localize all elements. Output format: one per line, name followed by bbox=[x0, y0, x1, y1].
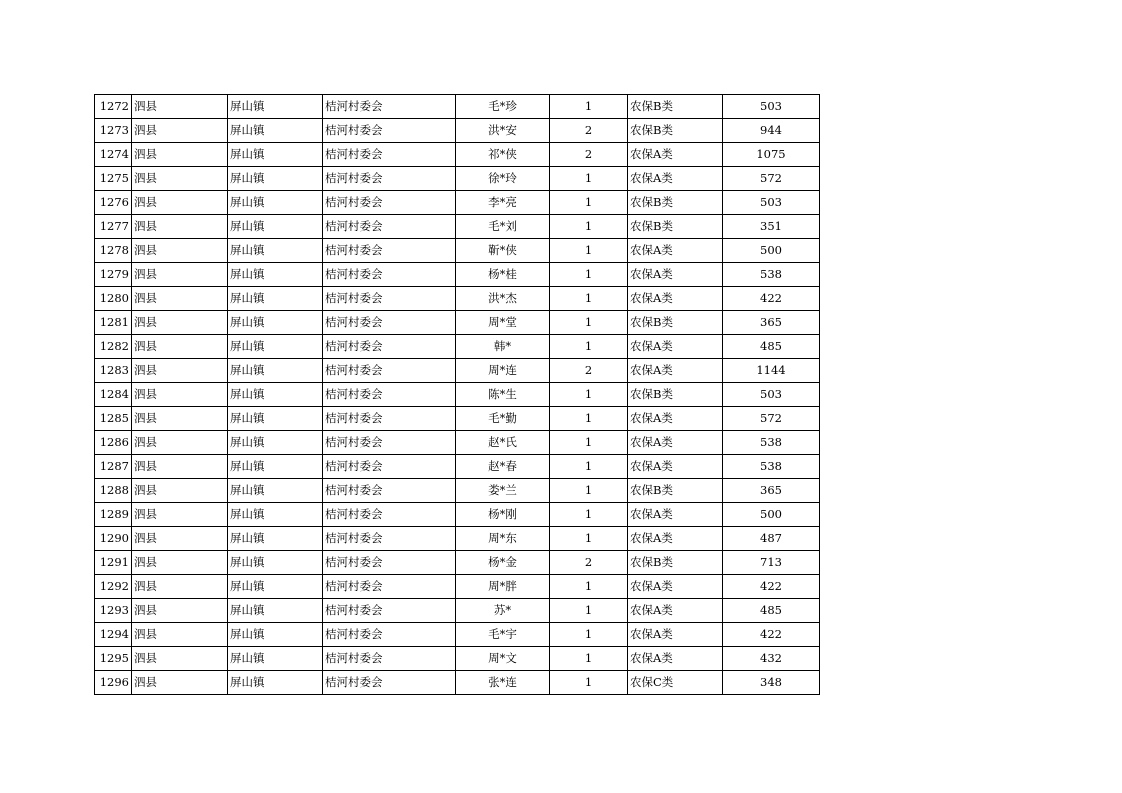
row-index-cell: 1287 bbox=[95, 455, 132, 479]
amount-cell: 351 bbox=[723, 215, 820, 239]
person-name-cell: 洪*安 bbox=[456, 119, 550, 143]
town-cell: 屏山镇 bbox=[228, 647, 323, 671]
category-cell: 农保B类 bbox=[628, 311, 723, 335]
household-count-cell: 1 bbox=[550, 479, 628, 503]
amount-cell: 422 bbox=[723, 287, 820, 311]
county-cell: 泗县 bbox=[132, 383, 228, 407]
category-cell: 农保A类 bbox=[628, 503, 723, 527]
table-row bbox=[95, 575, 820, 599]
village-cell: 桔河村委会 bbox=[323, 119, 456, 143]
table-row bbox=[95, 119, 820, 143]
county-cell: 泗县 bbox=[132, 215, 228, 239]
category-cell: 农保A类 bbox=[628, 263, 723, 287]
category-cell: 农保A类 bbox=[628, 167, 723, 191]
county-cell: 泗县 bbox=[132, 431, 228, 455]
household-count-cell: 1 bbox=[550, 287, 628, 311]
amount-cell: 572 bbox=[723, 407, 820, 431]
table-row bbox=[95, 287, 820, 311]
household-count-cell: 1 bbox=[550, 383, 628, 407]
county-cell: 泗县 bbox=[132, 455, 228, 479]
amount-cell: 487 bbox=[723, 527, 820, 551]
village-cell: 桔河村委会 bbox=[323, 239, 456, 263]
person-name-cell: 杨*金 bbox=[456, 551, 550, 575]
town-cell: 屏山镇 bbox=[228, 263, 323, 287]
household-count-cell: 1 bbox=[550, 335, 628, 359]
town-cell: 屏山镇 bbox=[228, 311, 323, 335]
household-count-cell: 1 bbox=[550, 599, 628, 623]
row-index-cell: 1282 bbox=[95, 335, 132, 359]
village-cell: 桔河村委会 bbox=[323, 551, 456, 575]
amount-cell: 1144 bbox=[723, 359, 820, 383]
county-cell: 泗县 bbox=[132, 287, 228, 311]
category-cell: 农保A类 bbox=[628, 335, 723, 359]
table-row bbox=[95, 551, 820, 575]
amount-cell: 422 bbox=[723, 623, 820, 647]
row-index-cell: 1293 bbox=[95, 599, 132, 623]
county-cell: 泗县 bbox=[132, 167, 228, 191]
household-count-cell: 1 bbox=[550, 407, 628, 431]
town-cell: 屏山镇 bbox=[228, 119, 323, 143]
household-count-cell: 1 bbox=[550, 575, 628, 599]
table-row bbox=[95, 671, 820, 695]
village-cell: 桔河村委会 bbox=[323, 335, 456, 359]
household-count-cell: 1 bbox=[550, 455, 628, 479]
amount-cell: 538 bbox=[723, 455, 820, 479]
town-cell: 屏山镇 bbox=[228, 143, 323, 167]
household-count-cell: 1 bbox=[550, 215, 628, 239]
town-cell: 屏山镇 bbox=[228, 383, 323, 407]
table-row bbox=[95, 431, 820, 455]
county-cell: 泗县 bbox=[132, 407, 228, 431]
row-index-cell: 1278 bbox=[95, 239, 132, 263]
amount-cell: 432 bbox=[723, 647, 820, 671]
person-name-cell: 杨*桂 bbox=[456, 263, 550, 287]
amount-cell: 500 bbox=[723, 503, 820, 527]
village-cell: 桔河村委会 bbox=[323, 623, 456, 647]
table-row bbox=[95, 407, 820, 431]
category-cell: 农保C类 bbox=[628, 671, 723, 695]
village-cell: 桔河村委会 bbox=[323, 95, 456, 119]
household-count-cell: 1 bbox=[550, 191, 628, 215]
village-cell: 桔河村委会 bbox=[323, 383, 456, 407]
county-cell: 泗县 bbox=[132, 359, 228, 383]
category-cell: 农保A类 bbox=[628, 407, 723, 431]
county-cell: 泗县 bbox=[132, 191, 228, 215]
amount-cell: 944 bbox=[723, 119, 820, 143]
person-name-cell: 毛*珍 bbox=[456, 95, 550, 119]
amount-cell: 503 bbox=[723, 383, 820, 407]
table-row bbox=[95, 143, 820, 167]
category-cell: 农保A类 bbox=[628, 287, 723, 311]
household-count-cell: 2 bbox=[550, 359, 628, 383]
county-cell: 泗县 bbox=[132, 263, 228, 287]
table-row bbox=[95, 455, 820, 479]
village-cell: 桔河村委会 bbox=[323, 359, 456, 383]
person-name-cell: 赵*氏 bbox=[456, 431, 550, 455]
table-row bbox=[95, 215, 820, 239]
row-index-cell: 1283 bbox=[95, 359, 132, 383]
town-cell: 屏山镇 bbox=[228, 359, 323, 383]
village-cell: 桔河村委会 bbox=[323, 431, 456, 455]
person-name-cell: 毛*勤 bbox=[456, 407, 550, 431]
county-cell: 泗县 bbox=[132, 647, 228, 671]
category-cell: 农保B类 bbox=[628, 479, 723, 503]
household-count-cell: 1 bbox=[550, 263, 628, 287]
town-cell: 屏山镇 bbox=[228, 527, 323, 551]
row-index-cell: 1279 bbox=[95, 263, 132, 287]
village-cell: 桔河村委会 bbox=[323, 407, 456, 431]
category-cell: 农保A类 bbox=[628, 455, 723, 479]
row-index-cell: 1277 bbox=[95, 215, 132, 239]
household-count-cell: 1 bbox=[550, 503, 628, 527]
person-name-cell: 周*胖 bbox=[456, 575, 550, 599]
county-cell: 泗县 bbox=[132, 335, 228, 359]
records-table-body bbox=[95, 95, 820, 695]
row-index-cell: 1294 bbox=[95, 623, 132, 647]
row-index-cell: 1273 bbox=[95, 119, 132, 143]
category-cell: 农保B类 bbox=[628, 383, 723, 407]
category-cell: 农保B类 bbox=[628, 119, 723, 143]
town-cell: 屏山镇 bbox=[228, 167, 323, 191]
person-name-cell: 张*连 bbox=[456, 671, 550, 695]
household-count-cell: 1 bbox=[550, 95, 628, 119]
row-index-cell: 1292 bbox=[95, 575, 132, 599]
village-cell: 桔河村委会 bbox=[323, 311, 456, 335]
records-table bbox=[94, 94, 820, 695]
row-index-cell: 1276 bbox=[95, 191, 132, 215]
village-cell: 桔河村委会 bbox=[323, 527, 456, 551]
row-index-cell: 1275 bbox=[95, 167, 132, 191]
amount-cell: 365 bbox=[723, 479, 820, 503]
category-cell: 农保B类 bbox=[628, 215, 723, 239]
town-cell: 屏山镇 bbox=[228, 551, 323, 575]
category-cell: 农保A类 bbox=[628, 143, 723, 167]
row-index-cell: 1286 bbox=[95, 431, 132, 455]
county-cell: 泗县 bbox=[132, 479, 228, 503]
village-cell: 桔河村委会 bbox=[323, 167, 456, 191]
amount-cell: 713 bbox=[723, 551, 820, 575]
row-index-cell: 1289 bbox=[95, 503, 132, 527]
village-cell: 桔河村委会 bbox=[323, 263, 456, 287]
category-cell: 农保B类 bbox=[628, 191, 723, 215]
table-row bbox=[95, 335, 820, 359]
person-name-cell: 娄*兰 bbox=[456, 479, 550, 503]
amount-cell: 500 bbox=[723, 239, 820, 263]
amount-cell: 503 bbox=[723, 191, 820, 215]
amount-cell: 485 bbox=[723, 335, 820, 359]
county-cell: 泗县 bbox=[132, 239, 228, 263]
table-row bbox=[95, 263, 820, 287]
amount-cell: 503 bbox=[723, 95, 820, 119]
amount-cell: 365 bbox=[723, 311, 820, 335]
town-cell: 屏山镇 bbox=[228, 215, 323, 239]
person-name-cell: 李*亮 bbox=[456, 191, 550, 215]
town-cell: 屏山镇 bbox=[228, 671, 323, 695]
village-cell: 桔河村委会 bbox=[323, 191, 456, 215]
row-index-cell: 1272 bbox=[95, 95, 132, 119]
village-cell: 桔河村委会 bbox=[323, 287, 456, 311]
village-cell: 桔河村委会 bbox=[323, 599, 456, 623]
village-cell: 桔河村委会 bbox=[323, 671, 456, 695]
table-row bbox=[95, 623, 820, 647]
table-row bbox=[95, 599, 820, 623]
category-cell: 农保A类 bbox=[628, 527, 723, 551]
table-row bbox=[95, 503, 820, 527]
person-name-cell: 周*东 bbox=[456, 527, 550, 551]
household-count-cell: 1 bbox=[550, 671, 628, 695]
row-index-cell: 1291 bbox=[95, 551, 132, 575]
town-cell: 屏山镇 bbox=[228, 431, 323, 455]
person-name-cell: 徐*玲 bbox=[456, 167, 550, 191]
person-name-cell: 杨*刚 bbox=[456, 503, 550, 527]
table-row bbox=[95, 527, 820, 551]
table-row bbox=[95, 647, 820, 671]
row-index-cell: 1280 bbox=[95, 287, 132, 311]
category-cell: 农保A类 bbox=[628, 599, 723, 623]
county-cell: 泗县 bbox=[132, 551, 228, 575]
household-count-cell: 1 bbox=[550, 431, 628, 455]
person-name-cell: 陈*生 bbox=[456, 383, 550, 407]
row-index-cell: 1295 bbox=[95, 647, 132, 671]
amount-cell: 538 bbox=[723, 263, 820, 287]
row-index-cell: 1288 bbox=[95, 479, 132, 503]
village-cell: 桔河村委会 bbox=[323, 455, 456, 479]
household-count-cell: 2 bbox=[550, 143, 628, 167]
village-cell: 桔河村委会 bbox=[323, 503, 456, 527]
table-row bbox=[95, 359, 820, 383]
category-cell: 农保A类 bbox=[628, 623, 723, 647]
county-cell: 泗县 bbox=[132, 623, 228, 647]
amount-cell: 485 bbox=[723, 599, 820, 623]
town-cell: 屏山镇 bbox=[228, 503, 323, 527]
town-cell: 屏山镇 bbox=[228, 575, 323, 599]
table-row bbox=[95, 239, 820, 263]
category-cell: 农保A类 bbox=[628, 359, 723, 383]
household-count-cell: 1 bbox=[550, 311, 628, 335]
town-cell: 屏山镇 bbox=[228, 623, 323, 647]
village-cell: 桔河村委会 bbox=[323, 143, 456, 167]
row-index-cell: 1285 bbox=[95, 407, 132, 431]
village-cell: 桔河村委会 bbox=[323, 215, 456, 239]
town-cell: 屏山镇 bbox=[228, 191, 323, 215]
category-cell: 农保A类 bbox=[628, 239, 723, 263]
town-cell: 屏山镇 bbox=[228, 407, 323, 431]
person-name-cell: 祁*侠 bbox=[456, 143, 550, 167]
town-cell: 屏山镇 bbox=[228, 479, 323, 503]
household-count-cell: 2 bbox=[550, 119, 628, 143]
county-cell: 泗县 bbox=[132, 527, 228, 551]
town-cell: 屏山镇 bbox=[228, 239, 323, 263]
amount-cell: 422 bbox=[723, 575, 820, 599]
category-cell: 农保B类 bbox=[628, 551, 723, 575]
household-count-cell: 1 bbox=[550, 623, 628, 647]
county-cell: 泗县 bbox=[132, 95, 228, 119]
household-count-cell: 1 bbox=[550, 239, 628, 263]
person-name-cell: 苏* bbox=[456, 599, 550, 623]
county-cell: 泗县 bbox=[132, 119, 228, 143]
row-index-cell: 1274 bbox=[95, 143, 132, 167]
town-cell: 屏山镇 bbox=[228, 287, 323, 311]
household-count-cell: 1 bbox=[550, 527, 628, 551]
county-cell: 泗县 bbox=[132, 671, 228, 695]
person-name-cell: 周*堂 bbox=[456, 311, 550, 335]
table-row bbox=[95, 191, 820, 215]
town-cell: 屏山镇 bbox=[228, 335, 323, 359]
category-cell: 农保A类 bbox=[628, 575, 723, 599]
person-name-cell: 毛*刘 bbox=[456, 215, 550, 239]
town-cell: 屏山镇 bbox=[228, 455, 323, 479]
amount-cell: 572 bbox=[723, 167, 820, 191]
table-row bbox=[95, 167, 820, 191]
table-row bbox=[95, 95, 820, 119]
category-cell: 农保A类 bbox=[628, 431, 723, 455]
town-cell: 屏山镇 bbox=[228, 95, 323, 119]
county-cell: 泗县 bbox=[132, 503, 228, 527]
person-name-cell: 周*连 bbox=[456, 359, 550, 383]
table-row bbox=[95, 383, 820, 407]
amount-cell: 348 bbox=[723, 671, 820, 695]
row-index-cell: 1284 bbox=[95, 383, 132, 407]
amount-cell: 538 bbox=[723, 431, 820, 455]
county-cell: 泗县 bbox=[132, 311, 228, 335]
amount-cell: 1075 bbox=[723, 143, 820, 167]
household-count-cell: 2 bbox=[550, 551, 628, 575]
person-name-cell: 洪*杰 bbox=[456, 287, 550, 311]
person-name-cell: 赵*春 bbox=[456, 455, 550, 479]
household-count-cell: 1 bbox=[550, 167, 628, 191]
row-index-cell: 1290 bbox=[95, 527, 132, 551]
village-cell: 桔河村委会 bbox=[323, 479, 456, 503]
household-count-cell: 1 bbox=[550, 647, 628, 671]
person-name-cell: 靳*侠 bbox=[456, 239, 550, 263]
person-name-cell: 周*文 bbox=[456, 647, 550, 671]
county-cell: 泗县 bbox=[132, 143, 228, 167]
row-index-cell: 1296 bbox=[95, 671, 132, 695]
county-cell: 泗县 bbox=[132, 575, 228, 599]
row-index-cell: 1281 bbox=[95, 311, 132, 335]
village-cell: 桔河村委会 bbox=[323, 647, 456, 671]
category-cell: 农保B类 bbox=[628, 95, 723, 119]
county-cell: 泗县 bbox=[132, 599, 228, 623]
person-name-cell: 毛*宇 bbox=[456, 623, 550, 647]
town-cell: 屏山镇 bbox=[228, 599, 323, 623]
person-name-cell: 韩* bbox=[456, 335, 550, 359]
category-cell: 农保A类 bbox=[628, 647, 723, 671]
table-row bbox=[95, 479, 820, 503]
village-cell: 桔河村委会 bbox=[323, 575, 456, 599]
table-row bbox=[95, 311, 820, 335]
